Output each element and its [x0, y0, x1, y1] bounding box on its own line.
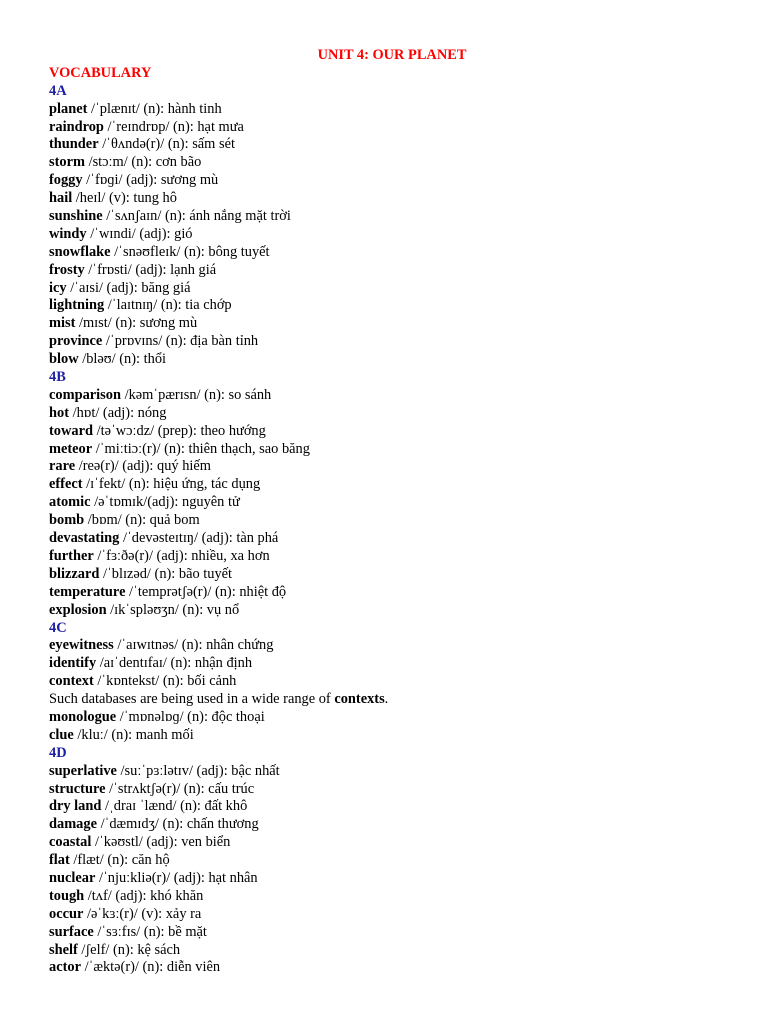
vocab-entry — [49, 476, 729, 494]
vocab-definition: /ˈblɪzəd/ (n): bão tuyết — [99, 565, 233, 582]
vocab-entry — [49, 208, 729, 226]
vocab-definition: /ˈθʌndə(r)/ (n): sấm sét — [98, 136, 235, 153]
vocab-definition: /reə(r)/ (adj): quý hiếm — [75, 458, 211, 475]
vocab-definition: /hɒt/ (adj): nóng — [69, 404, 167, 421]
vocab-definition: /bləʊ/ (n): thổi — [78, 351, 167, 368]
vocab-definition: /ˈmɒnəlɒɡ/ (n): độc thoại — [116, 708, 265, 725]
vocab-word: rare — [49, 458, 76, 475]
vocab-definition: /ˈwɪndi/ (adj): gió — [86, 225, 193, 242]
vocab-word: planet — [49, 100, 88, 117]
vocab-entry — [49, 548, 729, 566]
vocab-definition: . — [384, 691, 389, 708]
vocab-definition: /ˈtemprətʃə(r)/ (n): nhiệt độ — [125, 583, 287, 600]
vocab-word: tough — [49, 887, 85, 904]
vocab-definition: /ˈaɪwɪtnəs/ (n): nhân chứng — [113, 637, 274, 654]
vocab-definition: /ˈlaɪtnɪŋ/ (n): tia chớp — [104, 297, 232, 314]
vocab-word: eyewitness — [49, 637, 114, 654]
vocabulary-list — [49, 83, 729, 978]
vocab-definition: /ˈæktə(r)/ (n): diễn viên — [80, 959, 221, 976]
vocab-entry — [49, 727, 729, 745]
vocab-entry — [49, 136, 729, 154]
vocab-word: toward — [49, 422, 93, 439]
vocab-definition: /ʃelf/ (n): kệ sách — [77, 941, 181, 958]
vocab-entry — [49, 924, 729, 942]
vocab-word: structure — [49, 780, 106, 797]
vocab-word: hail — [49, 190, 73, 207]
vocab-definition: /ˈreɪndrɒp/ (n): hạt mưa — [103, 118, 244, 135]
section-heading-4a: 4A — [49, 82, 67, 99]
vocab-entry — [49, 351, 729, 369]
vocab-definition: /ˌdraɪ ˈlænd/ (n): đất khô — [101, 798, 248, 815]
vocab-entry — [49, 781, 729, 799]
vocab-entry — [49, 959, 729, 977]
vocab-entry — [49, 226, 729, 244]
vocab-entry — [49, 315, 729, 333]
vocab-definition: /ɪkˈspləʊʒn/ (n): vụ nổ — [106, 601, 240, 618]
vocab-definition: /ˈfrɒsti/ (adj): lạnh giá — [84, 261, 217, 278]
vocab-word: effect — [49, 476, 83, 493]
vocab-entry — [49, 637, 729, 655]
vocab-definition: /ˈsnəʊfleɪk/ (n): bông tuyết — [110, 243, 270, 260]
vocab-word: sunshine — [49, 208, 103, 225]
vocab-entry — [49, 673, 729, 691]
vocab-entry — [49, 154, 729, 172]
vocab-entry — [49, 333, 729, 351]
vocab-entry — [49, 190, 729, 208]
vocab-word: flat — [49, 852, 70, 869]
vocab-word: clue — [49, 726, 74, 743]
vocab-definition: /təˈwɔːdz/ (prep): theo hướng — [92, 422, 266, 439]
vocab-word: superlative — [49, 762, 117, 779]
vocab-word: thunder — [49, 136, 99, 153]
vocab-word: atomic — [49, 494, 91, 511]
vocab-word: damage — [49, 816, 97, 833]
vocab-word: explosion — [49, 601, 107, 618]
vocab-word: frosty — [49, 261, 85, 278]
vocab-word: province — [49, 333, 103, 350]
vocab-entry — [49, 423, 729, 441]
vocab-word: coastal — [49, 834, 92, 851]
vocab-word: mist — [49, 315, 76, 332]
vocab-definition: /ˈfɜːðə(r)/ (adj): nhiều, xa hơn — [93, 547, 270, 564]
document-page — [49, 47, 729, 977]
vocab-definition: /ˈfɒɡi/ (adj): sương mù — [82, 172, 219, 189]
vocab-entry — [49, 387, 729, 405]
vocab-entry — [49, 172, 729, 190]
vocab-definition: /ɪˈfekt/ (n): hiệu ứng, tác dụng — [82, 476, 261, 493]
vocabulary-heading: VOCABULARY — [49, 64, 152, 81]
vocab-entry — [49, 942, 729, 960]
vocab-definition: /bɒm/ (n): quả bom — [84, 512, 200, 529]
vocab-word: nuclear — [49, 869, 96, 886]
vocab-entry — [49, 262, 729, 280]
vocab-entry — [49, 763, 729, 781]
vocab-entry — [49, 655, 729, 673]
vocab-word: dry land — [49, 798, 102, 815]
vocab-definition: /ˈsʌnʃaɪn/ (n): ánh nắng mặt trời — [102, 208, 291, 225]
vocab-word: foggy — [49, 172, 83, 189]
vocab-definition: /kluː/ (n): manh mối — [73, 726, 194, 743]
vocab-entry — [49, 566, 729, 584]
vocab-word: bomb — [49, 512, 85, 529]
vocab-entry — [49, 852, 729, 870]
sentence-text: Such databases are being used in a wide range of — [49, 691, 335, 708]
vocab-word: icy — [49, 279, 67, 296]
vocab-definition: /ˈmiːtiɔː(r)/ (n): thiên thạch, sao băng — [92, 440, 310, 457]
vocab-definition: /ˈdevəsteɪtɪŋ/ (adj): tàn phá — [119, 530, 279, 547]
vocab-word: hot — [49, 404, 69, 421]
vocab-entry — [49, 101, 729, 119]
vocab-word: blow — [49, 351, 79, 368]
vocab-entry — [49, 816, 729, 834]
vocab-word: meteor — [49, 440, 93, 457]
vocab-word: comparison — [49, 386, 121, 403]
vocab-word: shelf — [49, 941, 78, 958]
vocab-definition: /ˈkəʊstl/ (adj): ven biển — [91, 834, 231, 851]
vocab-definition: /ˈdæmɪdʒ/ (n): chấn thương — [96, 816, 259, 833]
vocab-definition: /stɔːm/ (n): cơn bão — [84, 154, 202, 171]
vocab-definition: /ˈsɜːfɪs/ (n): bề mặt — [93, 923, 207, 940]
vocab-entry — [49, 405, 729, 423]
vocab-entry — [49, 512, 729, 530]
example-sentence — [49, 691, 729, 709]
section-heading-4b: 4B — [49, 369, 66, 386]
vocab-definition: /ˈaɪsi/ (adj): băng giá — [66, 279, 191, 296]
vocab-definition: /əˈtɒmɪk/(adj): nguyên tử — [90, 494, 240, 511]
vocab-definition: /ˈstrʌktʃə(r)/ (n): cấu trúc — [105, 780, 255, 797]
vocab-entry — [49, 244, 729, 262]
page-title: UNIT 4: OUR PLANET — [317, 47, 467, 63]
vocab-definition: /ˈnjuːkliə(r)/ (adj): hạt nhân — [95, 869, 258, 886]
vocab-word: devastating — [49, 530, 120, 547]
vocab-definition: /əˈkɜː(r)/ (v): xảy ra — [83, 905, 202, 922]
vocab-entry — [49, 297, 729, 315]
vocab-definition: /suːˈpɜːlətɪv/ (adj): bậc nhất — [116, 762, 280, 779]
vocab-entry — [49, 870, 729, 888]
vocab-entry — [49, 888, 729, 906]
vocab-entry — [49, 280, 729, 298]
vocab-entry — [49, 530, 729, 548]
vocab-entry — [49, 119, 729, 137]
vocab-word: raindrop — [49, 118, 104, 135]
section-heading-4d: 4D — [49, 744, 67, 761]
vocab-definition: /flæt/ (n): căn hộ — [69, 852, 170, 869]
vocab-entry — [49, 494, 729, 512]
vocab-word: monologue — [49, 708, 117, 725]
vocab-word: contexts — [334, 691, 385, 708]
vocab-definition: /ˈplænɪt/ (n): hành tinh — [87, 100, 222, 117]
vocab-word: further — [49, 547, 94, 564]
vocab-word: lightning — [49, 297, 105, 314]
vocab-definition: /heɪl/ (v): tung hô — [72, 190, 177, 207]
vocab-definition: /ˈprɒvɪns/ (n): địa bàn tỉnh — [102, 333, 259, 350]
vocab-definition: /ˈkɒntekst/ (n): bối cảnh — [93, 673, 237, 690]
vocab-entry — [49, 709, 729, 727]
vocab-entry — [49, 906, 729, 924]
vocab-word: windy — [49, 225, 87, 242]
vocab-word: storm — [49, 154, 85, 171]
vocab-word: identify — [49, 655, 97, 672]
vocab-definition: /kəmˈpærɪsn/ (n): so sánh — [120, 386, 272, 403]
vocab-definition: /aɪˈdentɪfaɪ/ (n): nhận định — [96, 655, 253, 672]
vocab-word: snowflake — [49, 243, 111, 260]
vocab-entry — [49, 602, 729, 620]
vocab-word: context — [49, 673, 94, 690]
section-heading-4c: 4C — [49, 619, 67, 636]
vocab-word: temperature — [49, 583, 126, 600]
vocab-definition: /mɪst/ (n): sương mù — [75, 315, 198, 332]
vocab-word: surface — [49, 923, 94, 940]
vocab-entry — [49, 441, 729, 459]
vocab-entry — [49, 798, 729, 816]
vocab-word: occur — [49, 905, 84, 922]
vocab-word: actor — [49, 959, 81, 976]
vocab-word: blizzard — [49, 565, 100, 582]
vocab-entry — [49, 458, 729, 476]
vocab-entry — [49, 584, 729, 602]
vocab-entry — [49, 834, 729, 852]
vocab-definition: /tʌf/ (adj): khó khăn — [84, 887, 204, 904]
